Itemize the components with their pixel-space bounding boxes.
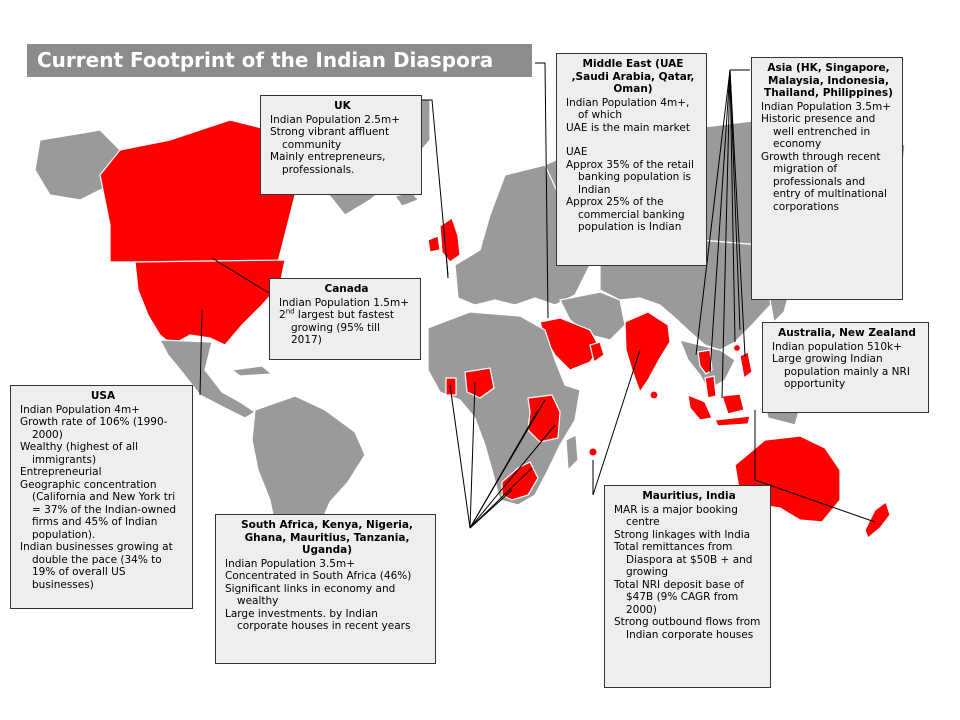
australia-callout [762,322,929,413]
mauritius-highlight [590,449,597,456]
africa-line: Significant links in economy and wealthy [225,582,396,607]
ireland-highlight [428,236,440,252]
uk-callout [260,95,422,195]
asia-line: Historic presence and well entrenched in economy [761,113,876,150]
page-title: Current Footprint of the Indian Diaspora [27,44,532,77]
africa-line: Indian Population 3.5m+ [225,557,355,570]
middle-east-spacer [566,134,700,146]
usa-line: Growth rate of 106% (1990-2000) [20,416,168,441]
africa-callout [215,514,436,664]
australia-line: Indian population 510k+ [772,340,902,353]
indonesia-east-highlight [715,416,750,426]
malaysia-highlight [705,376,716,398]
usa-header: USA [90,390,116,402]
india-highlight [625,312,670,392]
middle-east-line: Approx 25% of the commercial banking population is Indian [566,196,685,233]
uk-line: Mainly entrepreneurs, professionals. [270,151,386,176]
usa-line: Entrepreneurial [20,466,102,478]
asia-line: Indian Population 3.5m+ [761,100,891,113]
mauritius-india-line: MAR is a major booking centre [614,503,738,528]
usa-line: Indian Population 4m+ [20,403,140,416]
uk-header: UK [334,100,351,112]
middle-east-line: UAE [566,146,588,158]
middle-east-line: Indian Population 4m+, of which [566,96,690,121]
mauritius-india-line: Strong linkages with India [614,528,751,541]
africa-header: South Africa, Kenya, Nigeria, Ghana, Mauritius, Tanzania, Uganda) [241,519,413,556]
canada-callout [269,278,421,360]
usa-line: Geographic concentration (California and New York tri = 37% of the Indian-owned firms and 45% of Indian population). [20,478,177,541]
uk-line: Strong vibrant affluent community [270,126,390,151]
usa-highlight [135,260,285,345]
africa-line: Concentrated in South Africa (46%) [225,570,412,582]
middle-east-header: Middle East (UAE ,Saudi Arabia, Qatar, Oman) [571,58,695,95]
canada-header: Canada [324,283,369,295]
middle-east-callout [556,53,707,266]
asia-header: Asia (HK, Singapore, Malaysia, Indonesia, Thailand, Philippines) [764,62,893,99]
philippines-highlight [740,352,752,378]
caribbean [232,366,272,376]
mauritius-india-line: Total NRI deposit base of $47B (9% CAGR from 2000) [614,578,744,616]
australia-line: Large growing Indian population mainly a NRI opportunity [772,353,910,390]
mauritius-india-line: Strong outbound flows from Indian corporate houses [614,616,761,641]
mauritius-india-header: Mauritius, India [642,490,736,502]
africa-line: Large investments. by Indian corporate houses in recent years [225,607,411,632]
usa-callout [10,385,193,609]
canada-rank-text: largest but fastest growing (95% till 2017) [291,309,394,346]
usa-line: Wealthy (highest of all immigrants) [20,441,139,466]
mauritius-india-callout [604,485,771,688]
mauritius-india-line: Total remittances from Diaspora at $50B + and growing [614,541,753,578]
canada-rank-suffix: nd [285,307,295,316]
asia-callout [751,57,903,300]
canada-rank-number: 2 [279,309,286,321]
asia-line: Growth through recent migration of professionals and entry of multinational corporations [761,150,887,213]
indonesia-borneo-highlight [722,394,744,414]
middle-east-line: Approx 35% of the retail banking population is Indian [566,158,694,196]
uk-line: Indian Population 2.5m+ [270,113,400,126]
canada-line [279,309,414,347]
australia-header: Australia, New Zealand [778,327,916,339]
sri-lanka-highlight [650,391,658,399]
usa-line: Indian businesses growing at double the pace (34% to 19% of overall US businesses) [20,541,173,591]
middle-east-line: UAE is the main market [566,121,690,134]
indonesia-highlight [688,395,712,420]
canada-line: Indian Population 1.5m+ [279,296,409,309]
hong-kong-highlight [734,345,741,352]
madagascar [566,435,578,470]
